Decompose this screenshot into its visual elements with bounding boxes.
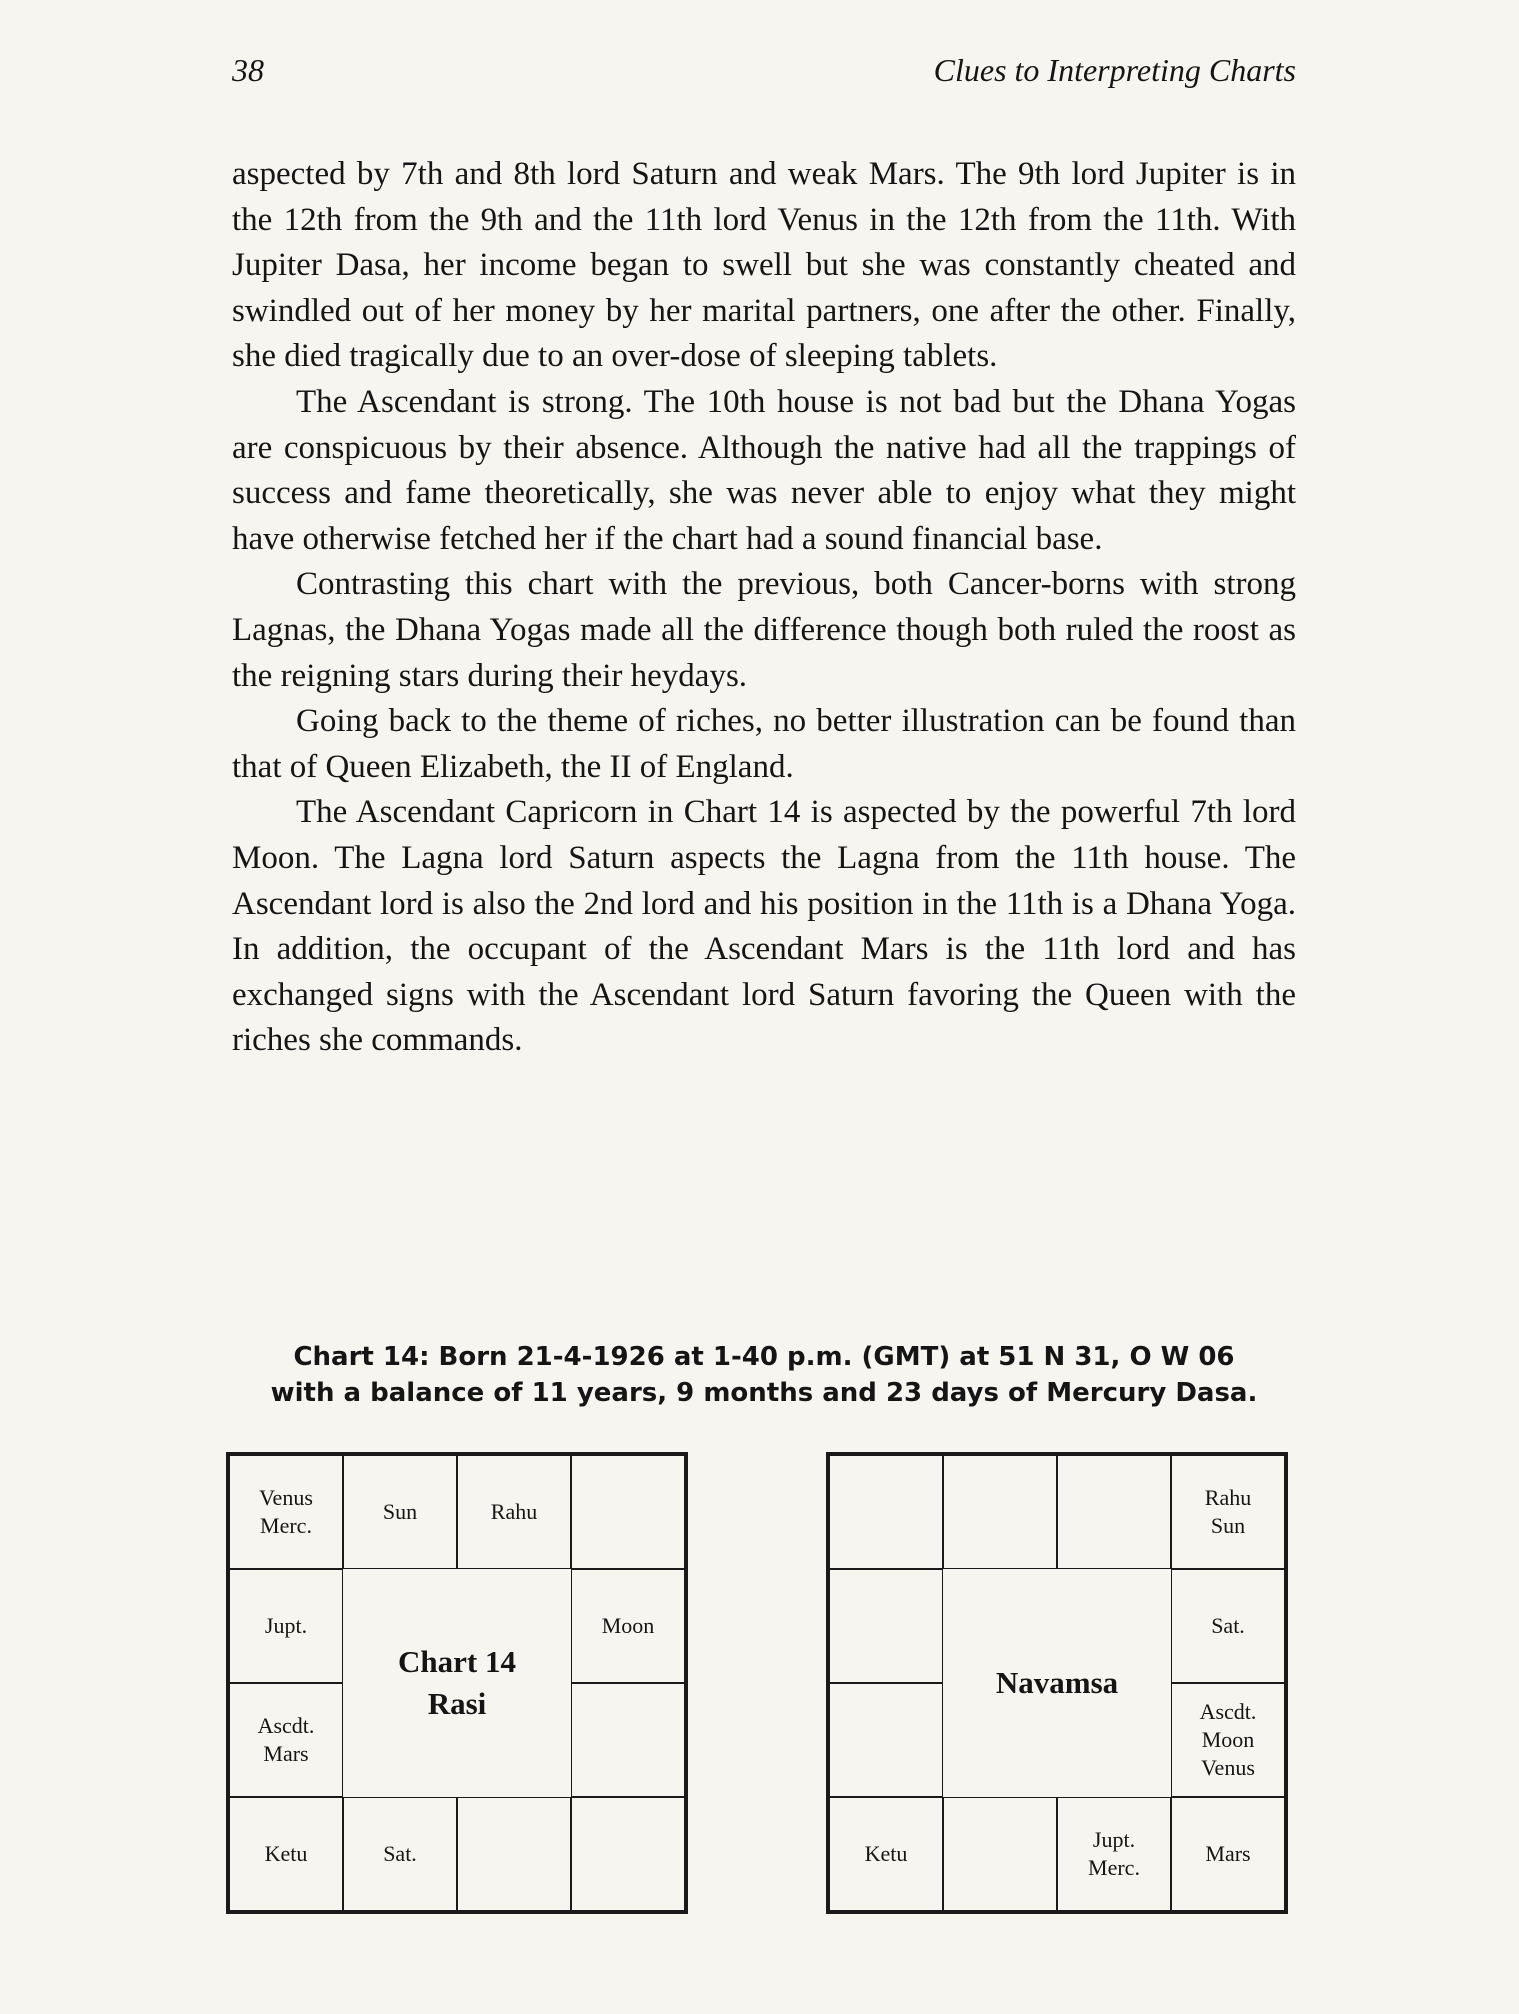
rasi-house-aries: [343, 1455, 457, 1569]
page-number: 38: [232, 52, 264, 88]
paragraph: The Ascendant Capricorn in Chart 14 is aspected by the powerful 7th lord Moon. The Lagna lord Saturn aspects the Lagna from the 11th house. The Ascendant lord is also the 2nd lord and his position in the 11th is a Dhana Yoga. In addition, the occupant of the Ascendant Mars is the 11th lord and has exchanged signs with the Ascendant lord Saturn favoring the Queen with the riches she commands.: [232, 794, 1296, 1059]
planet-label: Ascdt.: [257, 1713, 315, 1738]
navamsa-house-cancer: [1171, 1569, 1285, 1683]
rasi-house-scorpio: [343, 1797, 457, 1911]
rasi-house-virgo: [571, 1797, 685, 1911]
planet-label: Rahu: [490, 1499, 538, 1524]
paragraph: The Ascendant is strong. The 10th house is not bad but the Dhana Yogas are conspicuous by their absence. Although the native had all the trappings of success and fame theoretically, she was never able to enjoy what they might have otherwise fetched her if the chart had a sound financial base.: [232, 383, 1296, 557]
planet-label: Ascdt.: [1199, 1699, 1257, 1724]
navamsa-house-virgo: [1171, 1797, 1285, 1911]
navamsa-house-capricorn: [829, 1683, 943, 1797]
rasi-house-cancer: [571, 1569, 685, 1683]
chart-type: Rasi: [427, 1686, 487, 1721]
navamsa-house-scorpio: [943, 1797, 1057, 1911]
rasi-house-capricorn: [229, 1683, 343, 1797]
navamsa-house-libra: [1057, 1797, 1171, 1911]
planet-label: Venus: [259, 1485, 313, 1510]
planet-label: Sun: [1210, 1513, 1246, 1538]
planet-label: Ketu: [864, 1841, 908, 1866]
planet-label: Moon: [1201, 1727, 1255, 1752]
rasi-chart-title: [343, 1569, 571, 1797]
planet-label: Venus: [1201, 1755, 1255, 1780]
planet-label: Sat.: [1211, 1613, 1245, 1638]
rasi-house-sagittarius: [229, 1797, 343, 1911]
chart-type: Navamsa: [995, 1665, 1119, 1700]
navamsa-house-gemini: [1171, 1455, 1285, 1569]
chart-number: Chart 14: [398, 1644, 516, 1679]
paragraph: Going back to the theme of riches, no better illustration can be found than that of Queen Elizabeth, the II of England.: [232, 703, 1296, 785]
planet-label: Mars: [263, 1741, 309, 1766]
planet-label: Jupt.: [1092, 1827, 1136, 1852]
navamsa-house-taurus: [1057, 1455, 1171, 1569]
paragraph: aspected by 7th and 8th lord Saturn and weak Mars. The 9th lord Jupiter is in the 12th from the 9th and the 11th lord Venus in the 12th from the 11th. With Jupiter Dasa, her income began to swell but she was constantly cheated and swindled out of her money by her marital partners, one after the other. Finally, she died tragically due to an over-dose of sleeping tablets.: [232, 156, 1296, 375]
rasi-house-gemini: [571, 1455, 685, 1569]
rasi-house-leo: [571, 1683, 685, 1797]
planet-label: Rahu: [1204, 1485, 1252, 1510]
rasi-chart: [226, 1452, 688, 1914]
caption-line: Chart 14: Born 21-4-1926 at 1-40 p.m. (GMT) at 51 N 31, O W 06: [293, 1342, 1235, 1372]
planet-label: Mars: [1205, 1841, 1251, 1866]
navamsa-house-aquarius: [829, 1569, 943, 1683]
planet-label: Merc.: [1088, 1855, 1140, 1880]
rasi-house-taurus: [457, 1455, 571, 1569]
navamsa-house-leo: [1171, 1683, 1285, 1797]
planet-label: Moon: [601, 1613, 655, 1638]
navamsa-house-sagittarius: [829, 1797, 943, 1911]
page-header: [232, 52, 1296, 89]
rasi-house-pisces: [229, 1455, 343, 1569]
planet-label: Ketu: [264, 1841, 308, 1866]
navamsa-house-aries: [943, 1455, 1057, 1569]
chart-caption: [232, 1339, 1296, 1411]
planet-label: Merc.: [260, 1513, 312, 1538]
navamsa-house-pisces: [829, 1455, 943, 1569]
paragraph: Contrasting this chart with the previous, both Cancer-borns with strong Lagnas, the Dhana Yogas made all the difference though both ruled the roost as the reigning stars during their heydays.: [232, 566, 1296, 694]
planet-label: Sun: [382, 1499, 418, 1524]
running-title: Clues to Interpreting Charts: [933, 52, 1296, 88]
navamsa-chart: [826, 1452, 1288, 1914]
planet-label: Sat.: [383, 1841, 417, 1866]
body-text: [232, 152, 1296, 1064]
caption-line: with a balance of 11 years, 9 months and 23 days of Mercury Dasa.: [270, 1378, 1258, 1408]
navamsa-chart-title: [943, 1569, 1171, 1797]
rasi-house-libra: [457, 1797, 571, 1911]
planet-label: Jupt.: [264, 1613, 308, 1638]
rasi-house-aquarius: [229, 1569, 343, 1683]
